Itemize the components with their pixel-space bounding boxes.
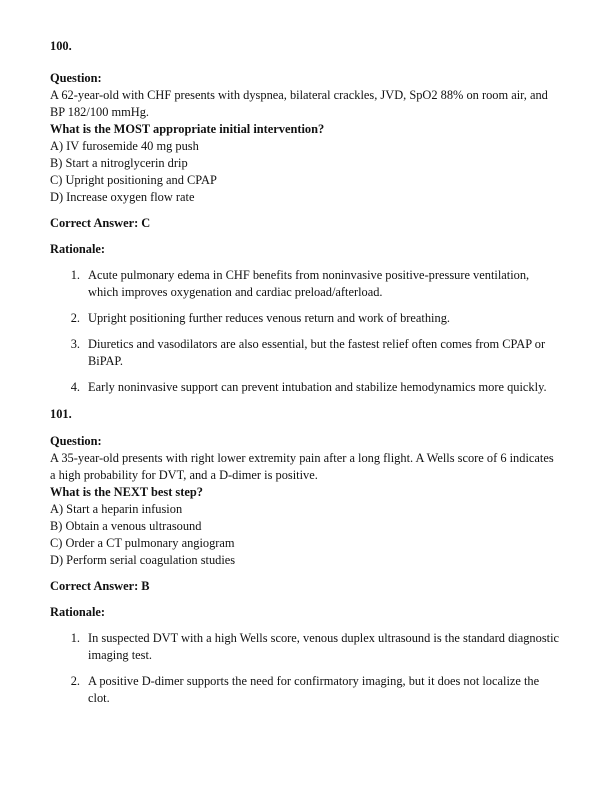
option-c: C) Order a CT pulmonary angiogram — [50, 536, 235, 550]
rationale-item — [50, 267, 560, 301]
rationale-number: 2. — [70, 311, 80, 325]
question-label: Question: — [50, 71, 102, 85]
answer-options — [50, 138, 560, 206]
rationale-item — [50, 336, 560, 370]
correct-answer: Correct Answer: C — [50, 216, 151, 230]
rationale-text: In suspected DVT with a high Wells score, venous duplex ultrasound is the standard diagnostic imaging test. — [88, 631, 560, 662]
question-stem: A 62-year-old with CHF presents with dyspnea, bilateral crackles, JVD, SpO2 88% on room air, and BP 182/100 mmHg. — [50, 88, 548, 119]
question-label: Question: — [50, 434, 102, 448]
option-b: B) Obtain a venous ultrasound — [50, 519, 202, 533]
option-c: C) Upright positioning and CPAP — [50, 173, 217, 187]
rationale-text: A positive D-dimer supports the need for confirmatory imaging, but it does not localize the clot. — [88, 674, 540, 705]
question-stem: A 35-year-old presents with right lower extremity pain after a long flight. A Wells score of 6 indicates a high probability for DVT, and a D-dimer is positive. — [50, 451, 554, 482]
question-ask: What is the MOST appropriate initial intervention? — [50, 122, 325, 136]
rationale-label: Rationale: — [50, 605, 106, 619]
answer-options — [50, 501, 560, 569]
option-a: A) IV furosemide 40 mg push — [50, 139, 199, 153]
rationale-number: 1. — [70, 631, 80, 645]
rationale-list — [50, 267, 560, 396]
document-page — [50, 38, 560, 707]
rationale-text: Upright positioning further reduces venous return and work of breathing. — [88, 311, 450, 325]
question-number: 101. — [50, 407, 72, 421]
option-b: B) Start a nitroglycerin drip — [50, 156, 188, 170]
rationale-item — [50, 379, 560, 396]
question-block-101 — [50, 406, 560, 707]
rationale-item — [50, 310, 560, 327]
rationale-number: 4. — [70, 380, 80, 394]
correct-answer: Correct Answer: B — [50, 579, 150, 593]
rationale-text: Acute pulmonary edema in CHF benefits from noninvasive positive-pressure ventilation, which improves oxygenation and cardiac preload/afterload. — [88, 268, 530, 299]
question-ask: What is the NEXT best step? — [50, 485, 203, 499]
rationale-item — [50, 630, 560, 664]
rationale-text: Early noninvasive support can prevent intubation and stabilize hemodynamics more quickly. — [88, 380, 547, 394]
rationale-label: Rationale: — [50, 242, 106, 256]
rationale-number: 1. — [70, 268, 80, 282]
rationale-text: Diuretics and vasodilators are also essential, but the fastest relief often comes from CPAP or BiPAP. — [88, 337, 546, 368]
option-d: D) Increase oxygen flow rate — [50, 190, 195, 204]
rationale-list — [50, 630, 560, 707]
rationale-number: 3. — [70, 337, 80, 351]
question-block-100 — [50, 38, 560, 396]
rationale-item — [50, 673, 560, 707]
option-d: D) Perform serial coagulation studies — [50, 553, 236, 567]
rationale-number: 2. — [70, 674, 80, 688]
option-a: A) Start a heparin infusion — [50, 502, 183, 516]
question-number: 100. — [50, 39, 72, 53]
